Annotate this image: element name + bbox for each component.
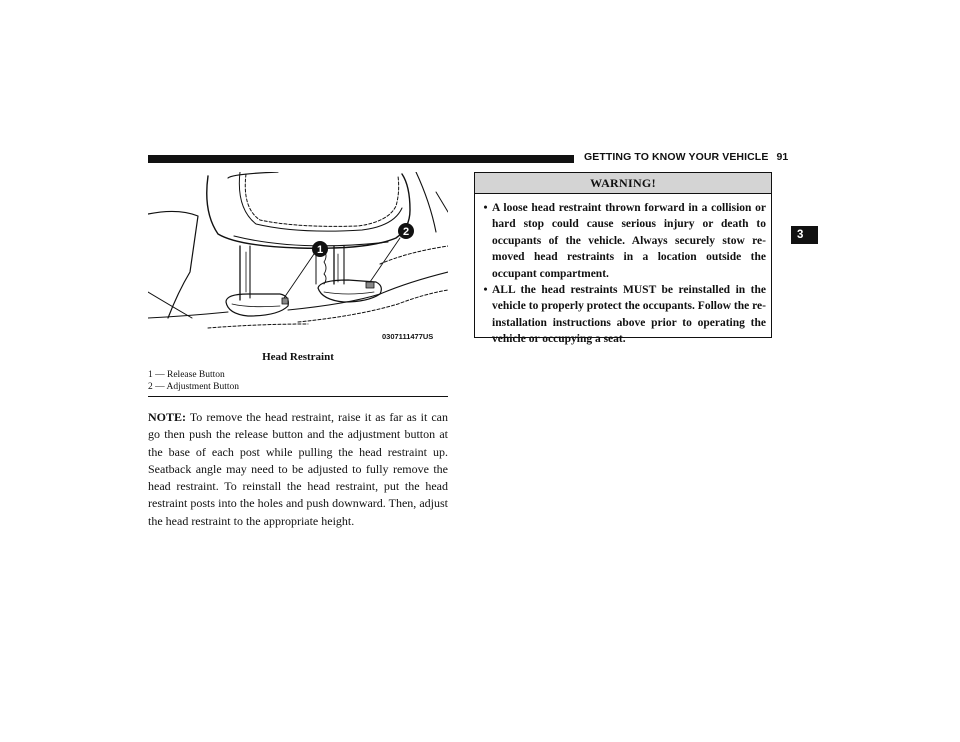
warning-text: A loose head restraint thrown forward in a collision or hard stop could cause serious injury or death to occupants of the vehicle. Always securely stow re-moved head restraints in a location outside the occupant compartment. (492, 202, 766, 280)
figure-code: 0307111477US (382, 332, 434, 341)
warning-list (475, 194, 771, 348)
head-restraint-illustration (148, 172, 448, 346)
note-paragraph (148, 409, 448, 530)
note-label: NOTE: (148, 410, 187, 424)
figure-legend (148, 370, 448, 393)
warning-box (474, 172, 772, 346)
callout-1: 1 (316, 244, 324, 256)
warning-item (479, 282, 766, 348)
callout-2: 2 (402, 226, 410, 238)
bullet-icon: • (483, 202, 488, 214)
chapter-tab: 3 (791, 226, 818, 244)
legend-item: 2 — Adjustment Button (148, 381, 240, 392)
note-text: To remove the head restraint, raise it as far as it can go then push the release button and the adjustment button at the base of each post while pulling the head restraint up. Seatback angle may need to be adjusted to fully remove the head restraint. To reinstall the head restraint, put the head restraint posts into the holes and push downward. Then, adjust the head restraint to the appropriate height. (148, 410, 448, 528)
section-title: GETTING TO KNOW YOUR VEHICLE (584, 151, 769, 163)
warning-title: WARNING! (475, 173, 771, 194)
figure-caption: Head Restraint (262, 351, 334, 363)
legend-divider (148, 396, 448, 397)
header-rule (148, 155, 574, 163)
legend-item: 1 — Release Button (148, 370, 225, 380)
warning-item (479, 200, 766, 282)
warning-text: ALL the head restraints MUST be reinstalled in the vehicle to properly protect the occupants. Follow the re-installation instructions above prior to operating the vehicle or occupying a seat. (492, 284, 766, 346)
running-header (584, 151, 788, 163)
page-number: 91 (776, 151, 789, 163)
bullet-icon: • (483, 284, 488, 297)
